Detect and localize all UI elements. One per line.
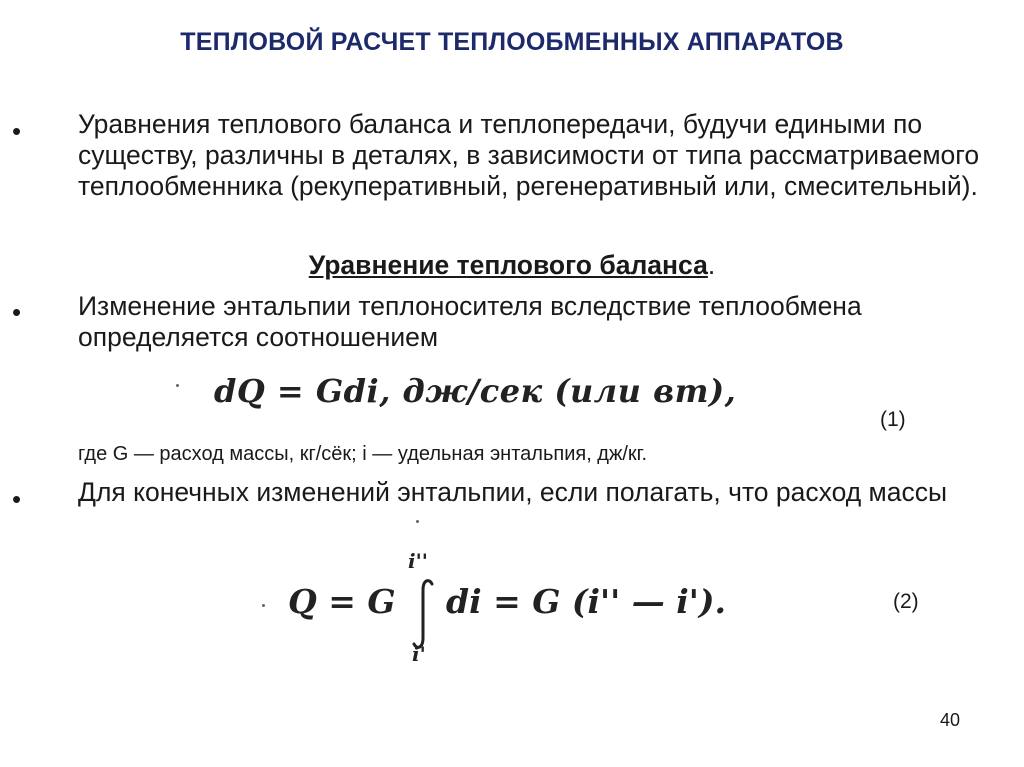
bullet-marker: • [12,484,22,514]
formula-2-lhs: Q = G [288,582,396,621]
equation-number-2: (2) [893,590,919,613]
integral-lower-limit: i' [412,642,426,666]
slide-title: ТЕПЛОВОЙ РАСЧЕТ ТЕПЛООБМЕННЫХ АППАРАТОВ [180,28,844,56]
scan-speck [416,520,419,523]
page-number: 40 [940,710,961,730]
bullet-marker: • [12,116,22,146]
scan-speck [176,384,179,387]
paragraph-heat-equations: Уравнения теплового баланса и теплопередачи, будучи едиными по существу, различны в деталях, в зависимости от типа рассматриваемого теплообменника (рекуперативный, регенеративный или, смесительный). [78,109,980,201]
subheading-text: Уравнение теплового баланса [308,250,708,280]
formula-1: dQ = Gdi, дж/сек (или вт), [214,372,737,410]
variables-note: где G — расход массы, кг/сёк; i — удельная энтальпия, дж/кг. [78,443,648,465]
equation-number-1: (1) [880,408,906,431]
scan-speck [262,604,265,607]
bullet-marker: • [12,297,22,327]
formula-2-rhs: di = G (i'' — i'). [446,582,726,621]
integral-upper-limit: i'' [408,549,428,573]
subheading-punct: . [707,250,716,280]
integral-sign-icon [410,578,438,650]
paragraph-finite-changes: Для конечных изменений энтальпии, если полагать, что расход массы [78,477,948,507]
section-subheading [0,250,1024,281]
paragraph-enthalpy-change: Изменение энтальпии теплоносителя вследствие теплообмена определяется соотношением [78,291,862,352]
